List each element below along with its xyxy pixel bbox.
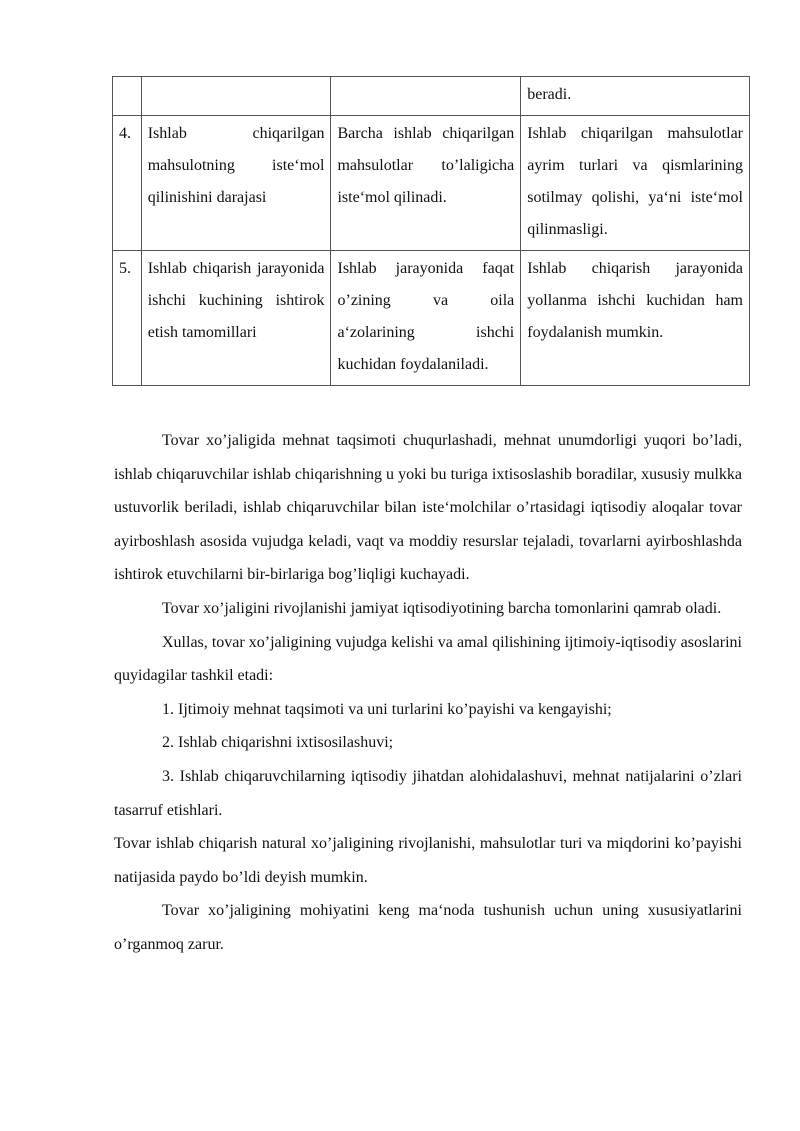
row-number-cell xyxy=(113,77,142,116)
table-cell: Ishlab chiqarish jarayonida ishchi kuchining ishtirok etish tamomillari xyxy=(141,251,331,386)
table-cell: beradi. xyxy=(521,77,750,116)
row-number-cell: 5. xyxy=(113,251,142,386)
table-cell xyxy=(331,77,521,116)
list-item: 1. Ijtimoiy mehnat taqsimoti va uni turlarini ko’payishi va kengayishi; xyxy=(162,700,612,718)
list-item: 3. Ishlab chiqaruvchilarning iqtisodiy jihatdan alohidalashuvi, mehnat natijalarini o’zlari tasarruf etishlari. xyxy=(114,767,742,819)
body-text xyxy=(114,424,742,962)
paragraph: Tovar xo’jaligini rivojlanishi jamiyat iqtisodiyotining barcha tomonlarini qamrab oladi. xyxy=(162,599,722,617)
table-cell: Ishlab chiqarilgan mahsulotning iste‘mol qilinishini darajasi xyxy=(141,116,331,251)
row-number-cell: 4. xyxy=(113,116,142,251)
table-cell: Ishlab chiqarilgan mahsulotlar ayrim turlari va qismlarining sotilmay qolishi, ya‘ni iste‘mol qilinmasligi. xyxy=(521,116,750,251)
table-cell: Barcha ishlab chiqarilgan mahsulotlar to’laligicha iste‘mol qilinadi. xyxy=(331,116,521,251)
table-row xyxy=(113,251,750,386)
paragraph: Xullas, tovar xo’jaligining vujudga kelishi va amal qilishining ijtimoiy-iqtisodiy asoslarini quyidagilar tashkil etadi: xyxy=(114,633,742,685)
table-cell: Ishlab chiqarish jarayonida yollanma ishchi kuchidan ham foydalanish mumkin. xyxy=(521,251,750,386)
paragraph: Tovar xo’jaligining mohiyatini keng ma‘noda tushunish uchun uning xususiyatlarini o’rganmoq zarur. xyxy=(114,902,742,953)
paragraph: Tovar ishlab chiqarish natural xo’jaligining rivojlanishi, mahsulotlar turi va miqdorini ko’payishi natijasida paydo bo’ldi deyish mumkin. xyxy=(114,835,742,886)
comparison-table xyxy=(112,76,750,386)
table-cell: Ishlab jarayonida faqat o’zining va oila a‘zolarining ishchi kuchidan foydalaniladi. xyxy=(331,251,521,386)
list-item: 2. Ishlab chiqarishni ixtisosilashuvi; xyxy=(162,734,394,752)
table-cell xyxy=(141,77,331,116)
paragraph: Tovar xo’jaligida mehnat taqsimoti chuqurlashadi, mehnat unumdorligi yuqori bo’ladi, ishlab chiqaruvchilar ishlab chiqarishning u yoki bu turiga ixtisoslashib boradilar, xususiy mulkka ustuvorlik beriladi, ishlab chiqaruvchilar bilan iste‘molchilar o’rtasidagi iqtisodiy aloqalar tovar ayirboshlash asosida vujudga keladi, vaqt va moddiy resurslar tejaladi, tovarlarni ayirboshlashda ishtirok etuvchilarni bir-birlariga bog’liqligi kuchayadi. xyxy=(114,432,742,584)
table-row xyxy=(113,77,750,116)
table-row xyxy=(113,116,750,251)
